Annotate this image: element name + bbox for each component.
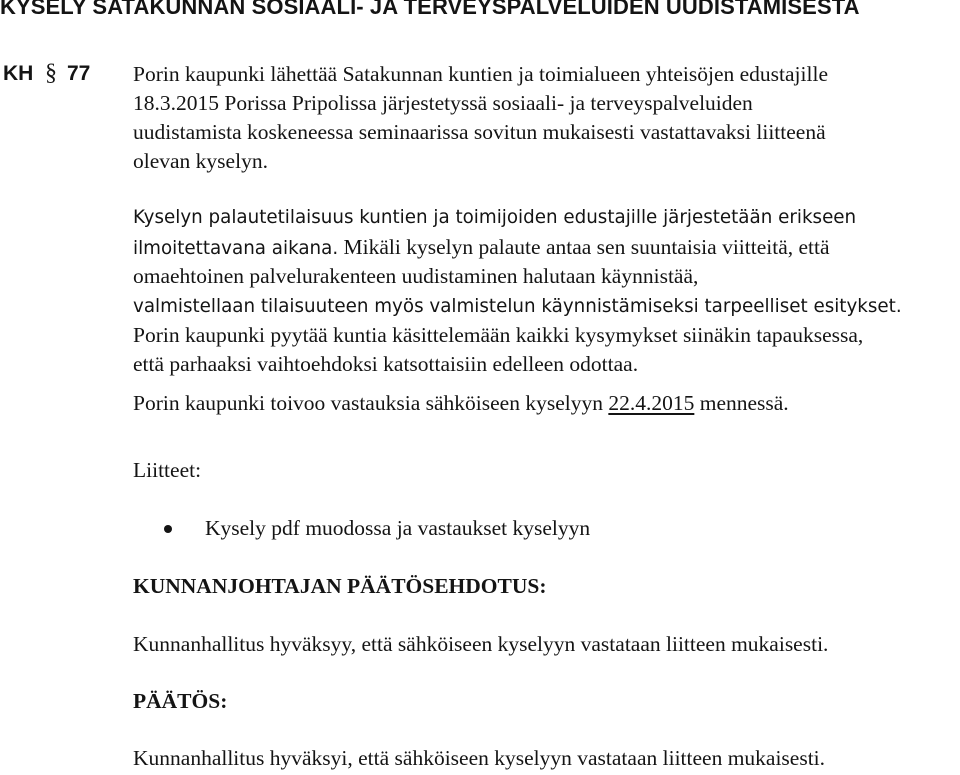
paragraph-sign: § [45, 60, 57, 86]
paragraph2-line: Kyselyn palautetilaisuus kuntien ja toimijoiden edustajille järjestetään erikseen [133, 207, 857, 228]
paragraph3-line: Porin kaupunki pyytää kuntia käsittelemään kaikki kysymykset siinäkin tapauksessa, [133, 323, 864, 347]
decision-heading: PÄÄTÖS: [133, 689, 228, 713]
proposal-heading: KUNNANJOHTAJAN PÄÄTÖSEHDOTUS: [133, 574, 547, 598]
document-heading: KYSELY SATAKUNNAN SOSIAALI- JA TERVEYSPALVELUIDEN UUDISTAMISESTA [0, 0, 860, 19]
paragraph3-line: että parhaaksi vaihtoehdoksi katsottaisiin edelleen odottaa. [133, 352, 639, 376]
proposal-text: Kunnanhallitus hyväksyy, että sähköiseen kyselyyn vastataan liitteen mukaisesti. [133, 632, 829, 656]
paragraph2-line: omaehtoinen palvelurakenteen uudistaminen halutaan käynnistää, [133, 264, 699, 288]
paragraph2-serif-fragment: Mikäli kyselyn palaute antaa sen suuntaisia viitteitä, että [338, 235, 830, 259]
section-number: 77 [67, 62, 91, 85]
bullet-dot-icon [164, 525, 172, 533]
paragraph2-line: valmistellaan tilaisuuteen myös valmistelun käynnistämiseksi tarpeelliset esitykset. [133, 296, 902, 317]
attachment-item: Kysely pdf muodossa ja vastaukset kyselyyn [205, 516, 591, 540]
paragraph2-line-mixed [133, 235, 830, 260]
deadline-prefix: Porin kaupunki toivoo vastauksia sähköiseen kyselyyn [133, 391, 609, 415]
paragraph1-line: uudistamista koskeneessa seminaarissa sovitun mukaisesti vastattavaksi liitteenä [133, 120, 826, 144]
kh-label: KH [3, 62, 34, 85]
deadline-line [133, 391, 789, 416]
deadline-suffix: mennessä. [694, 391, 789, 415]
paragraph1-line: Porin kaupunki lähettää Satakunnan kuntien ja toimialueen yhteisöjen edustajille [133, 62, 828, 86]
paragraph1-line: 18.3.2015 Porissa Pripolissa järjestetyssä sosiaali- ja terveyspalveluiden [133, 91, 753, 115]
attachments-label: Liitteet: [133, 458, 202, 482]
paragraph2-sans-fragment: ilmoitettavana aikana. [133, 238, 339, 259]
decision-text: Kunnanhallitus hyväksyi, että sähköiseen kyselyyn vastataan liitteen mukaisesti. [133, 746, 826, 770]
deadline-date: 22.4.2015 [608, 391, 695, 415]
paragraph1-line: olevan kyselyn. [133, 149, 268, 173]
